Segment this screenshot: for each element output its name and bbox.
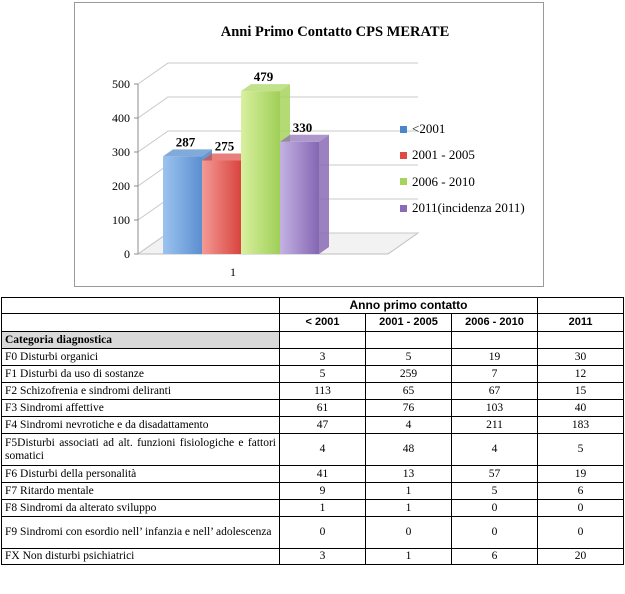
- empty-header-cell: [2, 298, 280, 314]
- cell-value: 65: [366, 383, 452, 400]
- cell-value: 7: [452, 366, 538, 383]
- row-label: F1 Disturbi da uso di sostanze: [2, 366, 280, 383]
- bar-side: [319, 135, 329, 254]
- cell-value: 1: [280, 500, 366, 517]
- cell-value: 4: [280, 434, 366, 466]
- y-tick-label: 100: [112, 213, 130, 227]
- table-row: [2, 500, 624, 517]
- column-header: 2001 - 2005: [366, 314, 452, 332]
- gridline: [138, 63, 418, 84]
- legend-item-lt2001: [400, 116, 525, 142]
- row-label: F3 Sindromi affettive: [2, 400, 280, 417]
- bar-front: [202, 161, 241, 255]
- legend-swatch: [400, 152, 407, 159]
- cell-value: 40: [538, 400, 624, 417]
- cell-value: 47: [280, 417, 366, 434]
- table-row: [2, 483, 624, 500]
- data-label: 479: [253, 69, 274, 85]
- cell-value: 1: [366, 500, 452, 517]
- cell-value: 259: [366, 366, 452, 383]
- row-label: F2 Schizofrenia e sindromi deliranti: [2, 383, 280, 400]
- row-label: F8 Sindromi da alterato sviluppo: [2, 500, 280, 517]
- cell-value: 103: [452, 400, 538, 417]
- chart-title: Anni Primo Contatto CPS MERATE: [220, 24, 450, 40]
- bar-front: [241, 91, 280, 254]
- empty-cell: [538, 332, 624, 349]
- column-header: 2011: [538, 314, 624, 332]
- cell-value: 20: [538, 549, 624, 565]
- legend-label: <2001: [412, 121, 446, 137]
- y-tick-label: 300: [112, 145, 130, 159]
- row-label: F0 Disturbi organici: [2, 349, 280, 366]
- cell-value: 57: [452, 466, 538, 483]
- legend-swatch: [400, 205, 407, 212]
- cell-value: 0: [538, 500, 624, 517]
- x-tick-label: 1: [230, 265, 236, 279]
- empty-cell: [280, 332, 366, 349]
- cell-value: 3: [280, 349, 366, 366]
- bar-front: [280, 142, 319, 254]
- empty-header-cell: [538, 298, 624, 314]
- legend-swatch: [400, 178, 407, 185]
- row-label: F4 Sindromi nevrotiche e da disadattamento: [2, 417, 280, 434]
- table-column-header-row: [2, 314, 624, 332]
- cell-value: 30: [538, 349, 624, 366]
- y-tick-label: 200: [112, 179, 130, 193]
- table-row: [2, 549, 624, 565]
- cell-value: 15: [538, 383, 624, 400]
- cell-value: 1: [366, 483, 452, 500]
- data-label: 275: [214, 138, 235, 154]
- y-axis: [112, 77, 138, 261]
- table-row: [2, 400, 624, 417]
- legend-item-2011: [400, 195, 525, 221]
- legend-label: 2006 - 2010: [412, 173, 475, 189]
- cell-value: 5: [452, 483, 538, 500]
- table-row: [2, 434, 624, 466]
- legend-label: 2011(incidenza 2011): [412, 200, 525, 216]
- cell-value: 211: [452, 417, 538, 434]
- cell-value: 0: [452, 500, 538, 517]
- column-header: 2006 - 2010: [452, 314, 538, 332]
- row-label: F7 Ritardo mentale: [2, 483, 280, 500]
- legend-item-2001-2005: [400, 142, 525, 168]
- cell-value: 67: [452, 383, 538, 400]
- cell-value: 48: [366, 434, 452, 466]
- y-tick-label: 400: [112, 111, 130, 125]
- cell-value: 19: [452, 349, 538, 366]
- cell-value: 5: [280, 366, 366, 383]
- cell-value: 4: [452, 434, 538, 466]
- cell-value: 6: [452, 549, 538, 565]
- cell-value: 0: [280, 517, 366, 549]
- row-label: FX Non disturbi psichiatrici: [2, 549, 280, 565]
- bar-3: [280, 135, 329, 254]
- cell-value: 183: [538, 417, 624, 434]
- cell-value: 0: [538, 517, 624, 549]
- chart-container: [74, 2, 544, 287]
- table-row: [2, 366, 624, 383]
- cell-value: 113: [280, 383, 366, 400]
- table-category-header-row: [2, 332, 624, 349]
- cell-value: 76: [366, 400, 452, 417]
- empty-header-cell: [2, 314, 280, 332]
- bar-front: [163, 156, 202, 254]
- row-label: F5Disturbi associati ad alt. funzioni fisiologiche e fattori somatici: [2, 434, 280, 466]
- legend-label: 2001 - 2005: [412, 147, 475, 163]
- category-header: Categoria diagnostica: [2, 332, 280, 349]
- row-label: F9 Sindromi con esordio nell’ infanzia e nell’ adolescenza: [2, 517, 280, 549]
- table-row: [2, 383, 624, 400]
- diagnostic-table: [1, 297, 624, 565]
- table-row: [2, 466, 624, 483]
- cell-value: 0: [452, 517, 538, 549]
- cell-value: 4: [366, 417, 452, 434]
- column-header: < 2001: [280, 314, 366, 332]
- cell-value: 0: [366, 517, 452, 549]
- cell-value: 1: [366, 549, 452, 565]
- y-tick-label: 500: [112, 77, 130, 91]
- empty-cell: [452, 332, 538, 349]
- cell-value: 9: [280, 483, 366, 500]
- row-label: F6 Disturbi della personalità: [2, 466, 280, 483]
- table-group-header-row: [2, 298, 624, 314]
- empty-cell: [366, 332, 452, 349]
- data-label: 287: [175, 134, 196, 150]
- data-label: 330: [292, 119, 313, 135]
- cell-value: 13: [366, 466, 452, 483]
- cell-value: 61: [280, 400, 366, 417]
- group-header: Anno primo contatto: [280, 298, 538, 314]
- cell-value: 12: [538, 366, 624, 383]
- cell-value: 6: [538, 483, 624, 500]
- cell-value: 41: [280, 466, 366, 483]
- y-tick-label: 0: [124, 247, 130, 261]
- table-row: [2, 517, 624, 549]
- table-row: [2, 417, 624, 434]
- bar-series-group: [163, 84, 329, 254]
- legend-item-2006-2010: [400, 169, 525, 195]
- chart-legend: [400, 116, 525, 221]
- cell-value: 19: [538, 466, 624, 483]
- cell-value: 3: [280, 549, 366, 565]
- cell-value: 5: [538, 434, 624, 466]
- table-row: [2, 349, 624, 366]
- cell-value: 5: [366, 349, 452, 366]
- legend-swatch: [400, 126, 407, 133]
